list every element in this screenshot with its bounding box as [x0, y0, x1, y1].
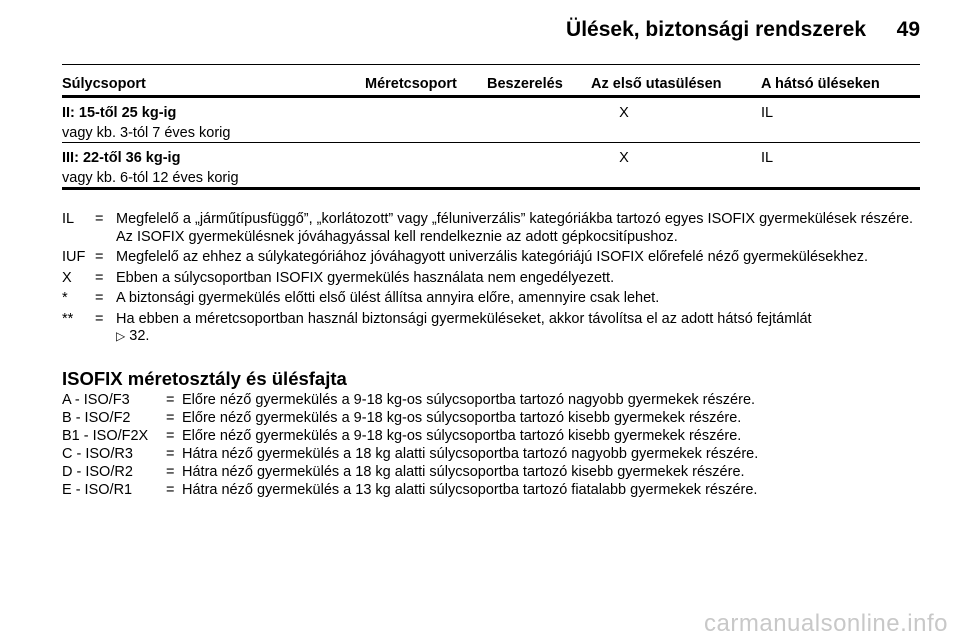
legend-key: ** [62, 310, 74, 327]
legend-item [62, 290, 920, 308]
legend-item [62, 211, 920, 246]
page-title: Ülések, biztonsági rendszerek [566, 18, 866, 41]
size-class-text: Hátra néző gyermekülés a 13 kg alatti súlycsoportba tartozó fiatalabb gyermekek részére. [182, 482, 758, 498]
weight-group-cell: II: 15-től 25 kg-ig [62, 105, 177, 121]
size-class-equals: = [166, 446, 175, 462]
front-seat-cell: X [619, 105, 629, 121]
size-class-key: A - ISO/F3 [62, 392, 130, 408]
header-divider [62, 64, 920, 65]
size-class-text: Előre néző gyermekülés a 9-18 kg-os súlycsoportba tartozó nagyobb gyermekek részére. [182, 392, 756, 408]
age-range-cell: vagy kb. 6-tól 12 éves korig [62, 170, 239, 186]
page-header [62, 18, 920, 54]
list-item [62, 409, 920, 427]
legend-equals: = [95, 211, 104, 227]
size-class-text: Hátra néző gyermekülés a 18 kg alatti súlycsoportba tartozó kisebb gyermekek részére. [182, 464, 745, 480]
table-legend [62, 211, 920, 349]
rear-seats-cell: IL [761, 105, 774, 121]
table-row [62, 98, 920, 143]
list-item [62, 427, 920, 445]
legend-text: Ebben a súlycsoportban ISOFIX gyermekülés használata nem engedélyezett. [116, 269, 615, 286]
page-reference-link[interactable]: 32. [129, 328, 150, 344]
size-class-text: Hátra néző gyermekülés a 18 kg alatti súlycsoportba tartozó nagyobb gyermekek részére. [182, 446, 759, 462]
legend-text-body: Ha ebben a méretcsoportban használ biztonsági gyermeküléseket, akkor távolítsa el az adott hátsó fejtámlát [116, 310, 812, 327]
size-class-key: C - ISO/R3 [62, 446, 133, 462]
legend-equals: = [95, 290, 104, 306]
column-header-fixture: Beszerelés [487, 76, 563, 92]
size-class-key: D - ISO/R2 [62, 464, 133, 480]
legend-item [62, 311, 920, 346]
size-class-key: E - ISO/R1 [62, 482, 133, 498]
list-item [62, 481, 920, 499]
age-range-cell: vagy kb. 3-tól 7 éves korig [62, 125, 231, 141]
legend-item [62, 249, 920, 267]
isofix-table [62, 76, 920, 190]
legend-key: IL [62, 211, 75, 227]
size-class-text: Előre néző gyermekülés a 9-18 kg-os súlycsoportba tartozó kisebb gyermekek részére. [182, 428, 742, 444]
legend-key: IUF [62, 249, 86, 265]
legend-text: A biztonsági gyermekülés előtti első ülést állítsa annyira előre, amennyire csak lehet. [116, 290, 660, 306]
size-class-equals: = [166, 482, 175, 498]
legend-equals: = [95, 310, 104, 327]
list-item [62, 391, 920, 409]
size-class-text: Előre néző gyermekülés a 9-18 kg-os súlycsoportba tartozó kisebb gyermekek részére. [182, 410, 742, 426]
column-header-rear-seats: A hátsó üléseken [761, 76, 880, 92]
site-watermark: carmanualsonline.info [704, 610, 948, 637]
legend-key: X [62, 269, 72, 286]
column-header-size-class: Méretcsoport [365, 76, 457, 92]
list-item [62, 463, 920, 481]
legend-text: Megfelelő az ehhez a súlykategóriához jóváhagyott univerzális kategóriájú ISOFIX előrefelé néző gyermekülésekhez. [116, 249, 869, 265]
legend-key: * [62, 290, 68, 306]
isofix-size-class-list [62, 391, 920, 499]
size-class-key: B - ISO/F2 [62, 410, 131, 426]
legend-text [116, 311, 920, 346]
legend-item [62, 270, 920, 288]
column-header-front-seat: Az első utasülésen [591, 76, 722, 92]
size-class-equals: = [166, 428, 175, 444]
table-row [62, 143, 920, 190]
size-class-equals: = [166, 410, 175, 426]
legend-equals: = [95, 269, 104, 286]
front-seat-cell: X [619, 150, 629, 166]
page-number: 49 [896, 18, 920, 41]
table-header-row [62, 76, 920, 98]
page-reference-arrow-icon: ▷ [116, 329, 126, 343]
weight-group-cell: III: 22-től 36 kg-ig [62, 150, 181, 166]
legend-text: Megfelelő a „járműtípusfüggő”, „korlátozott” vagy „féluniverzális” kategóriákba tartozó egyes ISOFIX gyermekülések részére. Az ISOFIX gyermekülésnek jóváhagyással kell rendelkeznie az adott gépkocsitípushoz. [116, 211, 914, 245]
list-item [62, 445, 920, 463]
column-header-weight-group: Súlycsoport [62, 76, 146, 92]
size-class-key: B1 - ISO/F2X [62, 428, 149, 444]
size-class-equals: = [166, 464, 175, 480]
rear-seats-cell: IL [761, 150, 774, 166]
section-heading: ISOFIX méretosztály és ülésfajta [62, 368, 347, 389]
size-class-equals: = [166, 392, 175, 408]
legend-equals: = [95, 249, 104, 265]
